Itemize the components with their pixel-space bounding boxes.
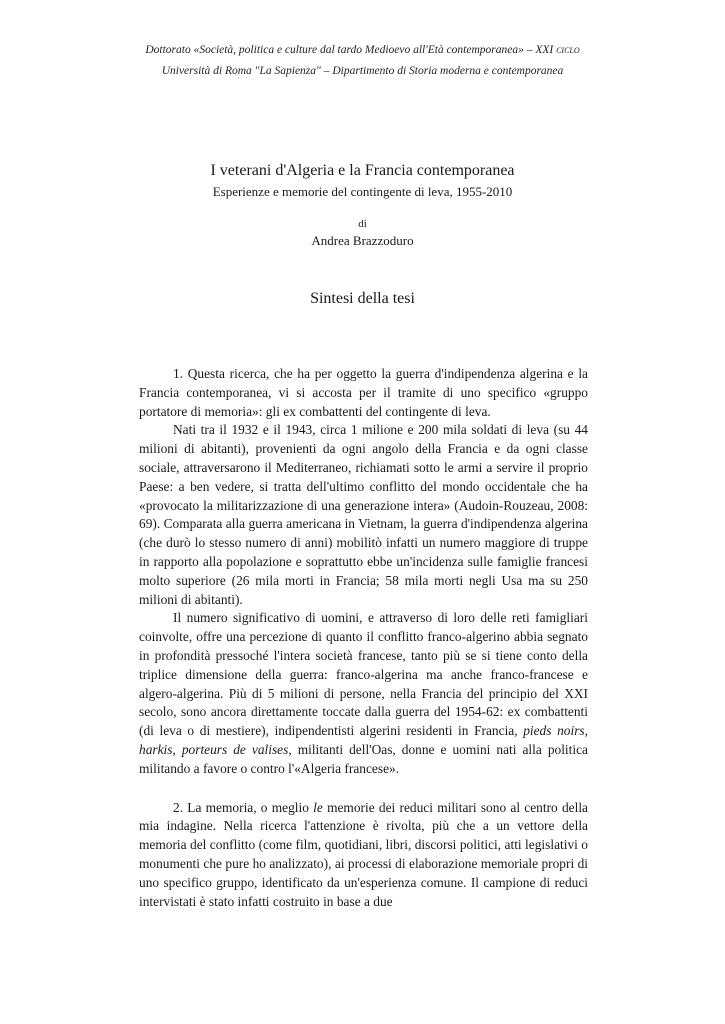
- header-cycle-text: XXI ciclo: [535, 44, 580, 56]
- paragraph-1: 1. Questa ricerca, che ha per oggetto la guerra d'indipendenza algerina e la Francia contemporanea, vi si accosta per il tramite di uno specifico «gruppo portatore di memoria»: gli ex combattenti del contingente di leva.: [139, 366, 588, 419]
- thesis-subtitle: Esperienze e memorie del contingente di leva, 1955-2010: [212, 184, 513, 199]
- paragraph-4: 2. La memoria, o meglio le memorie dei reduci militari sono al centro della mia indagine. Nella ricerca l'attenzione è rivolta, più che a un vettore della memoria del conflitto (come film, quotidiani, libri, discorsi politici, atti legislativi o monumenti che pure ho analizzato), ai processi di elaborazione memoriale propri di uno specifico gruppo, identificato da un'esperienza comune. Il campione di reduci intervistati è stato infatti costruito in base a due: [139, 799, 588, 909]
- author-name: Andrea Brazzoduro: [311, 233, 414, 248]
- running-header: [0, 40, 725, 82]
- paragraph-2: Nati tra il 1932 e il 1943, circa 1 milione e 200 mila soldati di leva (su 44 milioni di abitanti), provenienti da ogni angolo della Francia e da ogni classe sociale, attraversarono il Mediterraneo, richiamati sotto le armi a servire il proprio Paese: a ben vedere, si tratta dell'ultimo conflitto del mondo occidentale che ha «provocato la militarizzazione di una generazione intera» (Audoin-Rouzeau, 2008: 69). Comparata alla guerra americana in Vietnam, la guerra d'indipendenza algerina (che durò lo stesso numero di anni) mobilitò infatti un numero maggiore di truppe in rapporto alla popolazione e soprattutto ebbe un'incidenza sulle famiglie francesi molto superiore (26 mila morti in Francia; 58 mila morti negli Usa ma su 250 milioni di abitanti).: [139, 422, 588, 607]
- by-label: di: [358, 218, 367, 230]
- thesis-title: I veterani d'Algeria e la Francia contemporanea: [210, 162, 515, 179]
- section-title: Sintesi della tesi: [310, 290, 415, 307]
- paragraph-3: Il numero significativo di uomini, e attraverso di loro delle reti famigliari coinvolte, offre una percezione di quanto il conflitto franco-algerino abbia segnato in profondità pressoché l'intera società francese, tanto più se si tiene conto della triplice dimensione della guerra: franco-algerina ma anche franco-francese e algero-algerina. Più di 5 milioni di persone, nella Francia del principio del XXI secolo, sono ancora direttamente toccate dalla guerra del 1954-62: ex combattenti (di leva o di mestiere), indipendentisti algerini residenti in Francia, pieds noirs, harkis, porteurs de valises, militanti dell'Oas, donne e uomini nati alla politica militando a favore o contro l'«Algeria francese».: [139, 610, 588, 776]
- header-doctorate-text: Dottorato «Società, politica e culture dal tardo Medioevo all'Età contemporanea» –: [145, 44, 536, 56]
- title-block: [0, 160, 725, 250]
- header-line-doctorate: [0, 40, 725, 61]
- body-text: [139, 365, 588, 911]
- header-line-university: Università di Roma "La Sapienza" – Dipartimento di Storia moderna e contemporanea: [161, 65, 564, 77]
